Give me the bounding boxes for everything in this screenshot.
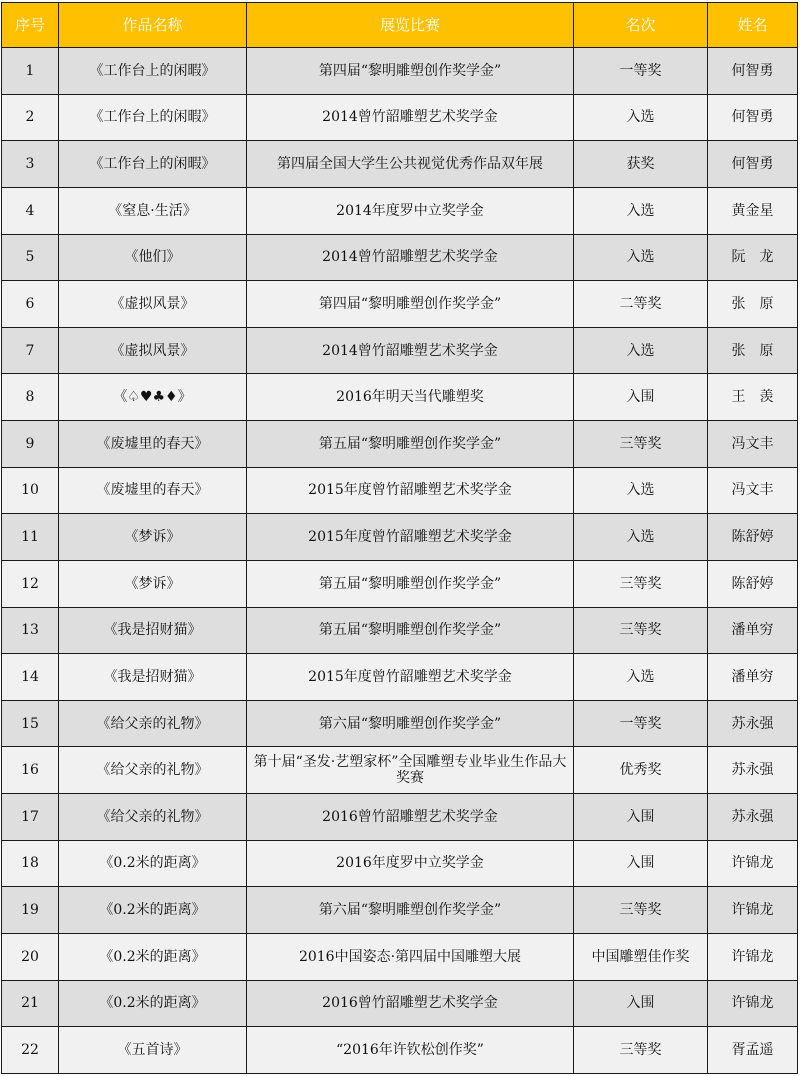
cell-index: 4: [2, 187, 59, 234]
cell-index: 3: [2, 141, 59, 188]
cell-index: 15: [2, 700, 59, 747]
cell-index: 5: [2, 234, 59, 281]
cell-name: 胥孟遥: [708, 1027, 798, 1074]
cell-ranking: 入选: [574, 187, 708, 234]
cell-work-title: 《工作台上的闲暇》: [59, 94, 247, 141]
table-row: [2, 327, 798, 374]
cell-work-title: 《给父亲的礼物》: [59, 794, 247, 841]
cell-name: 张 原: [708, 327, 798, 374]
cell-ranking: 入选: [574, 654, 708, 701]
table-row: [2, 421, 798, 468]
cell-ranking: 入选: [574, 234, 708, 281]
table-row: [2, 933, 798, 980]
cell-work-title: 《虚拟风景》: [59, 281, 247, 328]
cell-ranking: 入围: [574, 980, 708, 1027]
table-row: [2, 840, 798, 887]
cell-index: 6: [2, 281, 59, 328]
cell-name: 何智勇: [708, 48, 798, 95]
table-row: [2, 747, 798, 794]
cell-work-title: 《我是招财猫》: [59, 607, 247, 654]
cell-exhibition: 2014曾竹韶雕塑艺术奖学金: [247, 234, 574, 281]
cell-index: 20: [2, 933, 59, 980]
column-header-ranking: 名次: [574, 3, 708, 48]
cell-index: 1: [2, 48, 59, 95]
table-row: [2, 794, 798, 841]
table-row: [2, 234, 798, 281]
cell-work-title: 《废墟里的春天》: [59, 421, 247, 468]
cell-ranking: 三等奖: [574, 421, 708, 468]
cell-work-title: 《0.2米的距离》: [59, 933, 247, 980]
table-row: [2, 94, 798, 141]
cell-work-title: 《给父亲的礼物》: [59, 747, 247, 794]
cell-name: 何智勇: [708, 141, 798, 188]
cell-name: 苏永强: [708, 794, 798, 841]
cell-ranking: 入围: [574, 794, 708, 841]
cell-exhibition: 2014曾竹韶雕塑艺术奖学金: [247, 327, 574, 374]
cell-exhibition: 2016中国姿态·第四届中国雕塑大展: [247, 933, 574, 980]
table-row: [2, 560, 798, 607]
cell-work-title: 《梦诉》: [59, 514, 247, 561]
cell-exhibition: 第十届“圣发·艺塑家杯”全国雕塑专业毕业生作品大奖赛: [247, 747, 574, 794]
cell-ranking: 一等奖: [574, 700, 708, 747]
awards-table: [1, 2, 798, 1074]
cell-name: 许锦龙: [708, 980, 798, 1027]
cell-exhibition: 2016年度罗中立奖学金: [247, 840, 574, 887]
cell-exhibition: 2015年度曾竹韶雕塑艺术奖学金: [247, 467, 574, 514]
cell-ranking: 入选: [574, 514, 708, 561]
cell-work-title: 《0.2米的距离》: [59, 980, 247, 1027]
table-row: [2, 467, 798, 514]
cell-ranking: 中国雕塑佳作奖: [574, 933, 708, 980]
cell-name: 王 羡: [708, 374, 798, 421]
cell-exhibition: 2014曾竹韶雕塑艺术奖学金: [247, 94, 574, 141]
cell-index: 21: [2, 980, 59, 1027]
table-row: [2, 887, 798, 934]
cell-exhibition: 第四届全国大学生公共视觉优秀作品双年展: [247, 141, 574, 188]
cell-ranking: 三等奖: [574, 1027, 708, 1074]
cell-work-title: 《窒息·生活》: [59, 187, 247, 234]
cell-exhibition: 第五届“黎明雕塑创作奖学金”: [247, 421, 574, 468]
cell-name: 许锦龙: [708, 933, 798, 980]
table-row: [2, 1027, 798, 1074]
cell-name: 苏永强: [708, 747, 798, 794]
cell-exhibition: 第五届“黎明雕塑创作奖学金”: [247, 607, 574, 654]
cell-exhibition: 2014年度罗中立奖学金: [247, 187, 574, 234]
cell-ranking: 入围: [574, 840, 708, 887]
cell-work-title: 《虚拟风景》: [59, 327, 247, 374]
cell-exhibition: 2016曾竹韶雕塑艺术奖学金: [247, 980, 574, 1027]
cell-ranking: 入选: [574, 94, 708, 141]
cell-name: 冯文丰: [708, 467, 798, 514]
cell-index: 18: [2, 840, 59, 887]
cell-name: 许锦龙: [708, 840, 798, 887]
header-row: [2, 3, 798, 48]
cell-ranking: 二等奖: [574, 281, 708, 328]
cell-index: 12: [2, 560, 59, 607]
cell-name: 张 原: [708, 281, 798, 328]
cell-index: 11: [2, 514, 59, 561]
cell-index: 13: [2, 607, 59, 654]
cell-work-title: 《废墟里的春天》: [59, 467, 247, 514]
cell-ranking: 一等奖: [574, 48, 708, 95]
table-row: [2, 374, 798, 421]
column-header-work-title: 作品名称: [59, 3, 247, 48]
cell-exhibition: 第四届“黎明雕塑创作奖学金”: [247, 48, 574, 95]
cell-work-title: 《♤♥♣♦》: [59, 374, 247, 421]
cell-index: 2: [2, 94, 59, 141]
cell-index: 9: [2, 421, 59, 468]
table-row: [2, 514, 798, 561]
cell-name: 冯文丰: [708, 421, 798, 468]
table-row: [2, 48, 798, 95]
cell-name: 许锦龙: [708, 887, 798, 934]
cell-name: 苏永强: [708, 700, 798, 747]
column-header-exhibition: 展览比赛: [247, 3, 574, 48]
table-body: [2, 48, 798, 1074]
cell-exhibition: 2016曾竹韶雕塑艺术奖学金: [247, 794, 574, 841]
table-row: [2, 141, 798, 188]
cell-ranking: 入选: [574, 327, 708, 374]
cell-work-title: 《工作台上的闲暇》: [59, 48, 247, 95]
cell-name: 陈舒婷: [708, 514, 798, 561]
cell-name: 陈舒婷: [708, 560, 798, 607]
cell-exhibition: 第四届“黎明雕塑创作奖学金”: [247, 281, 574, 328]
table-row: [2, 980, 798, 1027]
cell-index: 8: [2, 374, 59, 421]
table-row: [2, 700, 798, 747]
cell-ranking: 入围: [574, 374, 708, 421]
cell-name: 潘单穷: [708, 607, 798, 654]
cell-ranking: 三等奖: [574, 560, 708, 607]
column-header-name: 姓名: [708, 3, 798, 48]
cell-index: 7: [2, 327, 59, 374]
cell-work-title: 《给父亲的礼物》: [59, 700, 247, 747]
cell-work-title: 《0.2米的距离》: [59, 840, 247, 887]
table-row: [2, 654, 798, 701]
cell-name: 潘单穷: [708, 654, 798, 701]
cell-ranking: 优秀奖: [574, 747, 708, 794]
cell-exhibition: 2015年度曾竹韶雕塑艺术奖学金: [247, 654, 574, 701]
cell-index: 10: [2, 467, 59, 514]
cell-work-title: 《他们》: [59, 234, 247, 281]
cell-work-title: 《我是招财猫》: [59, 654, 247, 701]
cell-exhibition: “2016年许钦松创作奖”: [247, 1027, 574, 1074]
cell-ranking: 三等奖: [574, 887, 708, 934]
cell-exhibition: 第五届“黎明雕塑创作奖学金”: [247, 560, 574, 607]
table-row: [2, 607, 798, 654]
cell-exhibition: 2015年度曾竹韶雕塑艺术奖学金: [247, 514, 574, 561]
cell-exhibition: 2016年明天当代雕塑奖: [247, 374, 574, 421]
table-row: [2, 281, 798, 328]
cell-index: 22: [2, 1027, 59, 1074]
cell-work-title: 《梦诉》: [59, 560, 247, 607]
cell-index: 16: [2, 747, 59, 794]
cell-index: 17: [2, 794, 59, 841]
table-row: [2, 187, 798, 234]
cell-exhibition: 第六届“黎明雕塑创作奖学金”: [247, 887, 574, 934]
cell-work-title: 《工作台上的闲暇》: [59, 141, 247, 188]
cell-ranking: 获奖: [574, 141, 708, 188]
cell-ranking: 入选: [574, 467, 708, 514]
column-header-index: 序号: [2, 3, 59, 48]
cell-name: 黄金星: [708, 187, 798, 234]
cell-work-title: 《0.2米的距离》: [59, 887, 247, 934]
cell-index: 19: [2, 887, 59, 934]
cell-ranking: 三等奖: [574, 607, 708, 654]
cell-work-title: 《五首诗》: [59, 1027, 247, 1074]
cell-name: 阮 龙: [708, 234, 798, 281]
cell-name: 何智勇: [708, 94, 798, 141]
cell-exhibition: 第六届“黎明雕塑创作奖学金”: [247, 700, 574, 747]
cell-index: 14: [2, 654, 59, 701]
